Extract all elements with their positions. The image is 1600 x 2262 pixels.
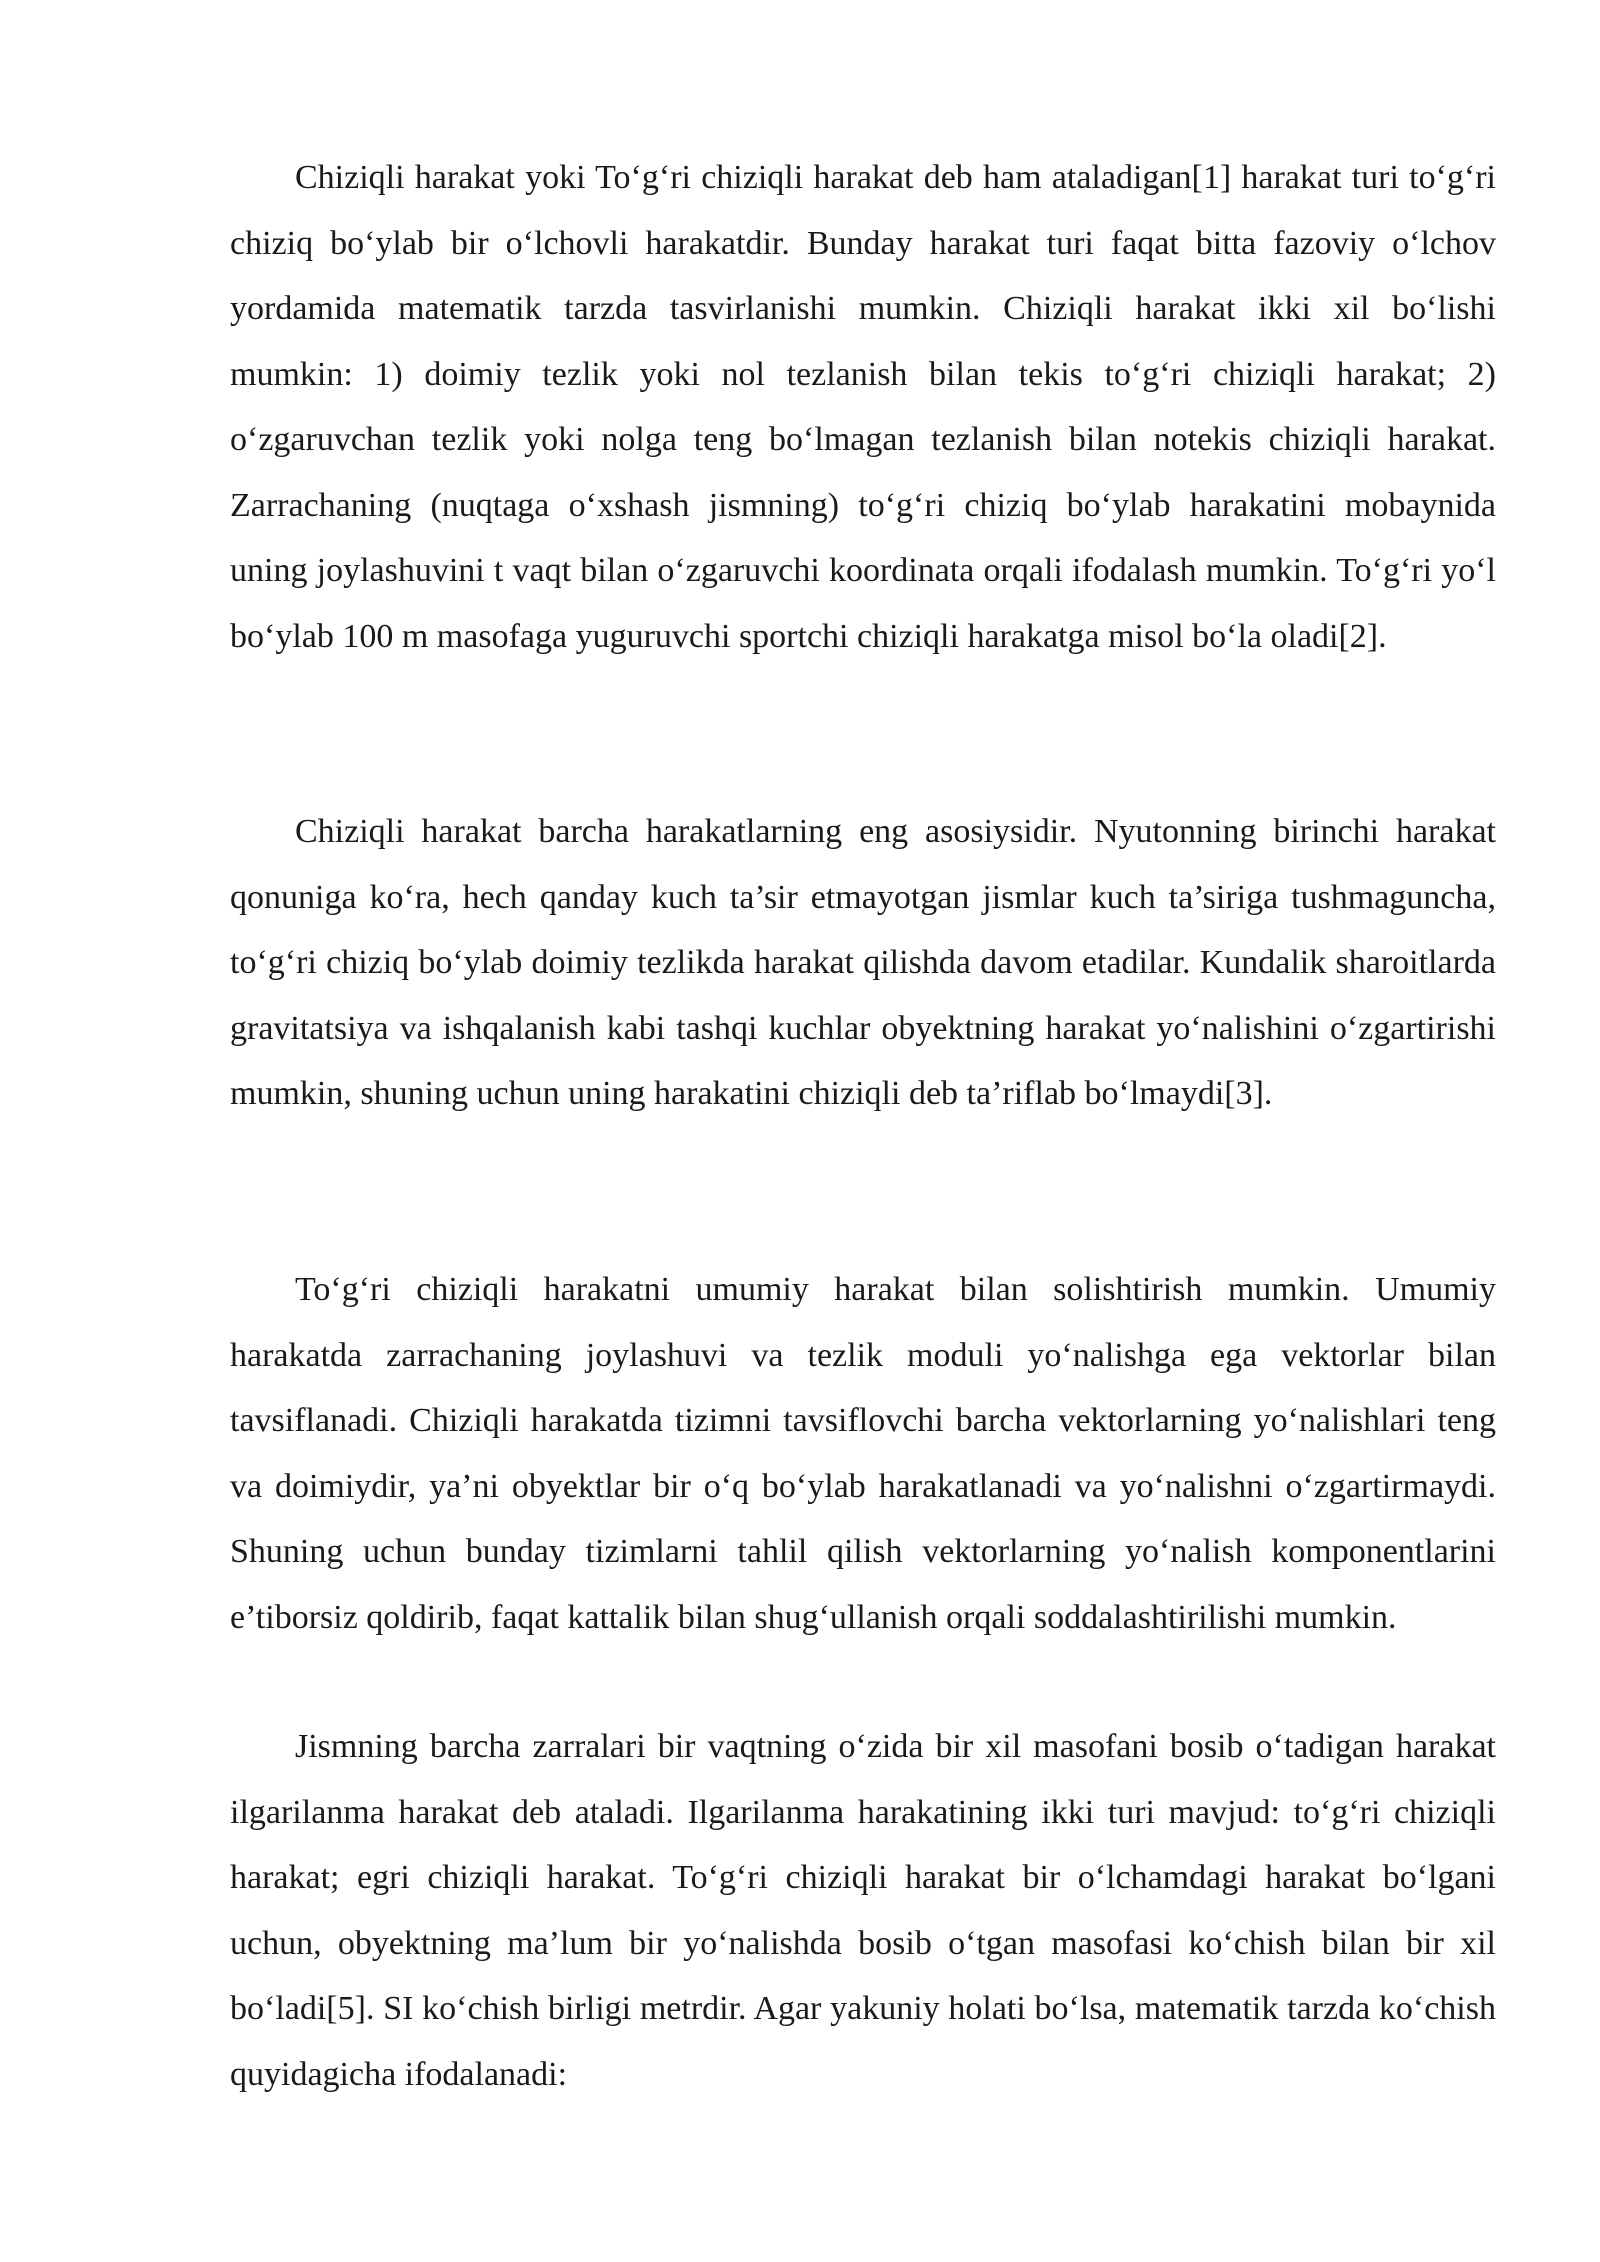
paragraph-vector-comparison: To‘g‘ri chiziqli harakatni umumiy harakat bilan solishtirish mumkin. Umumiy harakatda zarrachaning joylashuvi va tezlik moduli yo‘nalishga ega vektorlar bilan tavsiflanadi. Chiziqli harakatda tizimni tavsiflovchi barcha vektorlarning yo‘nalishlari teng va doimiydir, ya’ni obyektlar bir o‘q bo‘ylab harakatlanadi va yo‘nalishni o‘zgartirmaydi. Shuning uchun bunday tizimlarni tahlil qilish vektorlarning yo‘nalish komponentlarini e’tiborsiz qoldirib, faqat kattalik bilan shug‘ullanish orqali soddalashtirilishi mumkin. <box>230 1271 1496 1636</box>
paragraph-newton-first-law: Chiziqli harakat barcha harakatlarning eng asosiysidir. Nyutonning birinchi harakat qonuniga ko‘ra, hech qanday kuch ta’sir etmayotgan jismlar kuch ta’siriga tushmaguncha, to‘g‘ri chiziq bo‘ylab doimiy tezlikda harakat qilishda davom etadilar. Kundalik sharoitlarda gravitatsiya va ishqalanish kabi tashqi kuchlar obyektning harakat yo‘nalishini o‘zgartirishi mumkin, shuning uchun uning harakatini chiziqli deb ta’riflab bo‘lmaydi[3]. <box>230 813 1496 1112</box>
paragraph-linear-motion-definition: Chiziqli harakat yoki To‘g‘ri chiziqli harakat deb ham ataladigan[1] harakat turi to‘g‘ri chiziq bo‘ylab bir o‘lchovli harakatdir. Bunday harakat turi faqat bitta fazoviy o‘lchov yordamida matematik tarzda tasvirlanishi mumkin. Chiziqli harakat ikki xil bo‘lishi mumkin: 1) doimiy tezlik yoki nol tezlanish bilan tekis to‘g‘ri chiziqli harakat; 2) o‘zgaruvchan tezlik yoki nolga teng bo‘lmagan tezlanish bilan notekis chiziqli harakat. Zarrachaning (nuqtaga o‘xshash jismning) to‘g‘ri chiziq bo‘ylab harakatini mobaynida uning joylashuvini t vaqt bilan o‘zgaruvchi koordinata orqali ifodalash mumkin. To‘g‘ri yo‘l bo‘ylab 100 m masofaga yuguruvchi sportchi chiziqli harakatga misol bo‘la oladi[2]. <box>230 159 1496 655</box>
paragraph-translational-motion: Jismning barcha zarralari bir vaqtning o‘zida bir xil masofani bosib o‘tadigan harakat ilgarilanma harakat deb ataladi. Ilgarilanma harakatining ikki turi mavjud: to‘g‘ri chiziqli harakat; egri chiziqli harakat. To‘g‘ri chiziqli harakat bir o‘lchamdagi harakat bo‘lgani uchun, obyektning ma’lum bir yo‘nalishda bosib o‘tgan masofasi ko‘chish bilan bir xil bo‘ladi[5]. SI ko‘chish birligi metrdir. Agar yakuniy holati bo‘lsa, matematik tarzda ko‘chish quyidagicha ifodalanadi: <box>230 1728 1496 2093</box>
